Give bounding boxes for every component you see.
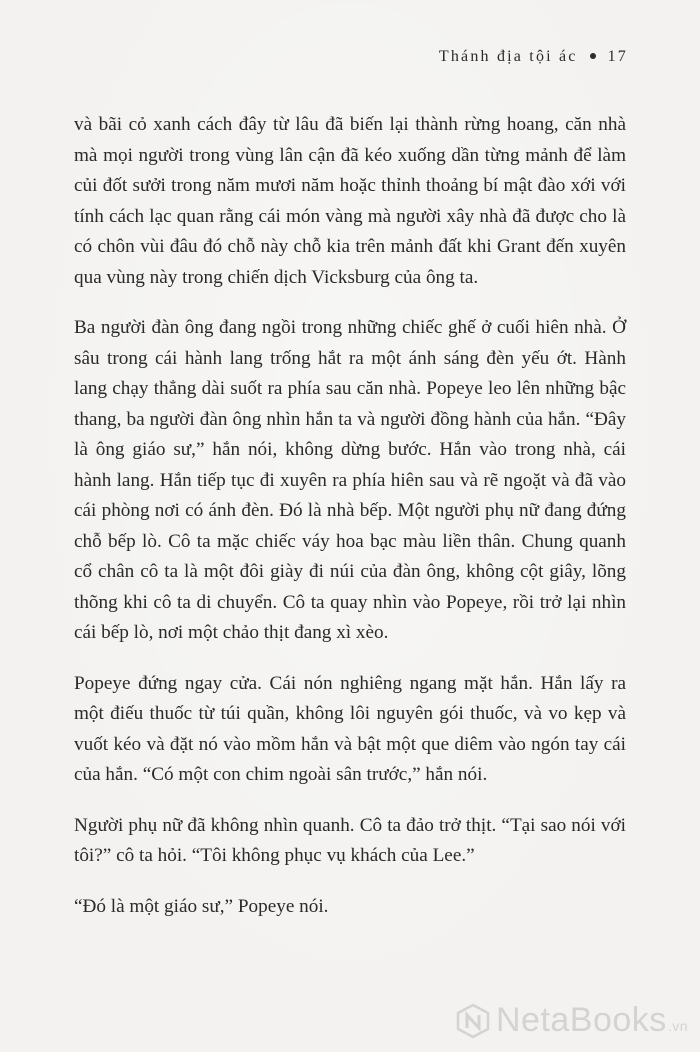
running-head	[439, 48, 628, 66]
watermark-text	[496, 1001, 688, 1040]
netabooks-logo-icon	[456, 1004, 490, 1038]
watermark-brand: NetaBooks	[495, 1001, 667, 1039]
page-body	[74, 110, 626, 942]
watermark-suffix: .vn	[667, 1018, 688, 1034]
paragraph: và bãi cỏ xanh cách đây từ lâu đã biến lại thành rừng hoang, căn nhà mà mọi người trong vùng lân cận đã kéo xuống dần từng mảnh để làm củi đốt sưởi trong năm mươi năm hoặc thỉnh thoảng bí mật đào xới với tính cách lạc quan rằng cái món vàng mà người xây nhà đã được cho là có chôn vùi đâu đó chỗ này chỗ kia trên mảnh đất khi Grant đến xuyên qua vùng này trong chiến dịch Vicksburg của ông ta.	[74, 114, 626, 288]
paragraph: Popeye đứng ngay cửa. Cái nón nghiêng ngang mặt hắn. Hắn lấy ra một điếu thuốc từ túi quần, không lôi nguyên gói thuốc, và vo kẹp và vuốt kéo và đặt nó vào mồm hắn và bật một que diêm vào ngón tay cái của hắn. “Có một con chim ngoài sân trước,” hắn nói.	[74, 672, 626, 785]
paragraph: “Đó là một giáo sư,” Popeye nói.	[74, 895, 329, 917]
page-number: 17	[607, 48, 628, 65]
watermark	[456, 1001, 688, 1040]
chapter-title: Thánh địa tội ác	[438, 48, 578, 65]
paragraph: Ba người đàn ông đang ngồi trong những chiếc ghế ở cuối hiên nhà. Ở sâu trong cái hành lang trống hắt ra một ánh sáng đèn yếu ớt. Hành lang chạy thẳng dài suốt ra phía sau căn nhà. Popeye leo lên những bậc thang, ba người đàn ông nhìn hắn ta và người đồng hành của hắn. “Đây là ông giáo sư,” hắn nói, không dừng bước. Hắn vào trong nhà, cái hành lang. Hắn tiếp tục đi xuyên ra phía hiên sau và rẽ ngoặt và đã vào cái phòng nơi có ánh đèn. Đó là nhà bếp. Một người phụ nữ đang đứng chỗ bếp lò. Cô ta mặc chiếc váy hoa bạc màu liền thân. Chung quanh cổ chân cô ta là một đôi giày đi núi của đàn ông, không cột giây, lõng thõng khi cô ta di chuyển. Cô ta quay nhìn vào Popeye, rồi trở lại nhìn cái bếp lò, nơi một chảo thịt đang xì xèo.	[74, 317, 626, 643]
paragraph: Người phụ nữ đã không nhìn quanh. Cô ta đảo trở thịt. “Tại sao nói với tôi?” cô ta hỏi. “Tôi không phục vụ khách của Lee.”	[74, 814, 626, 866]
bullet-separator	[590, 53, 596, 59]
